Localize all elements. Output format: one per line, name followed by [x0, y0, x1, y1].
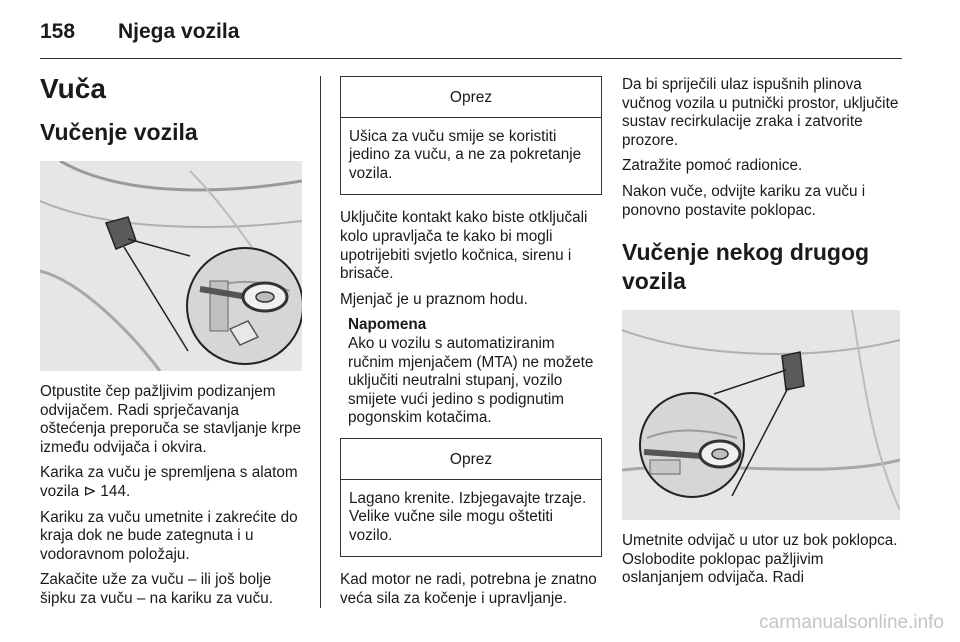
paragraph: Karika za vuču je spremljena s alatom vozila ⊳ 144.: [40, 464, 298, 500]
section-heading-towing-other-vehicle: Vučenje nekog drugog vozila: [622, 239, 870, 295]
paragraph: Nakon vuče, odvijte kariku za vuču i ponovno postavite poklopac.: [622, 182, 866, 219]
paragraph: Uključite kontakt kako biste otključali kolo upravljača te kako bi mogli upotrijebiti svjetlo kočnica, sirenu i brisače.: [340, 209, 588, 283]
caution-box: [340, 76, 602, 195]
column-right: [622, 76, 904, 595]
column-left: [40, 72, 308, 616]
caution-box: [340, 438, 602, 557]
illustration-tow-eye-rear: [622, 310, 900, 520]
page-header: [40, 20, 239, 44]
section-heading-towing-vehicle: Vučenje vozila: [40, 119, 198, 145]
header-rule: [40, 58, 902, 59]
paragraph: Umetnite odvijač u utor uz bok poklopca. Oslobodite poklopac pažljivim oslanjanjem odvijača. Radi: [622, 532, 898, 587]
caution-title: Oprez: [341, 439, 601, 480]
note-text: Ako u vozilu s automatiziranim ručnim mjenjačem (MTA) ne možete uključiti neutralni stupanj, vozilo smijete vući jedino s podignutim pogonskim kotačima.: [348, 334, 594, 427]
paragraph: Zatražite pomoć radionice.: [622, 157, 803, 175]
caution-text: Ušica za vuču smije se koristiti jedino za vuču, a ne za pokretanje vozila.: [349, 127, 582, 182]
section-title: Njega vozila: [118, 20, 240, 43]
column-separator: [320, 76, 321, 608]
note-block: [340, 316, 602, 428]
illustration-tow-eye-front: [40, 161, 302, 371]
watermark: carmanualsonline.info: [759, 612, 944, 633]
paragraph: Kad motor ne radi, potrebna je znatno veća sila za kočenje i upravljanje.: [340, 571, 597, 607]
note-title: Napomena: [348, 316, 427, 334]
column-middle: [340, 76, 602, 615]
paragraph: Otpustite čep pažljivim podizanjem odvijačem. Radi sprječavanja oštećenja preporuča se stavljanje krpe između odvijača i okvira.: [40, 383, 302, 456]
paragraph: Mjenjač je u praznom hodu.: [340, 290, 528, 308]
page-number: 158: [40, 20, 76, 43]
paragraph: Zakačite uže za vuču – ili još bolje šipku za vuču – na kariku za vuču.: [40, 571, 273, 607]
paragraph: Kariku za vuču umetnite i zakrećite do kraja dok ne bude zategnuta i u vodoravnom položaju.: [40, 508, 298, 563]
caution-title: Oprez: [341, 77, 601, 118]
caution-text: Lagano krenite. Izbjegavajte trzaje. Velike vučne sile mogu oštetiti vozilo.: [349, 489, 587, 544]
paragraph: Da bi spriječili ulaz ispušnih plinova vučnog vozila u putnički prostor, uključite sustav recirkulacije zraka i zatvorite prozore.: [622, 76, 899, 149]
chapter-title: Vuča: [40, 73, 106, 104]
